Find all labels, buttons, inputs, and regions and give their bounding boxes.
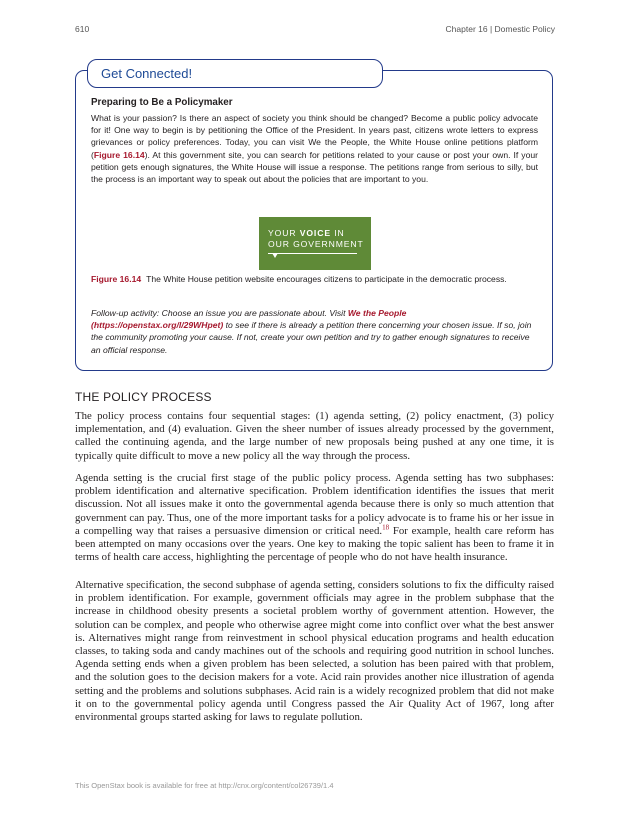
paragraph-1 (75, 410, 554, 463)
your-voice-banner-image (259, 217, 371, 270)
section-heading: THE POLICY PROCESS (75, 390, 212, 404)
page-number: 610 (75, 24, 90, 34)
banner-line-1 (268, 228, 345, 238)
follow-up-text-1: Follow-up activity: Choose an issue you are passionate about. Visit (91, 308, 348, 318)
paragraph-3 (75, 579, 554, 724)
follow-up-activity (91, 307, 541, 356)
banner-line-1-prefix: YOUR (268, 228, 300, 238)
figure-caption (91, 273, 538, 285)
we-the-people-link[interactable]: We the People (https://openstax.org/l/29WHpet) (91, 308, 407, 331)
paragraph-1-text: The policy process contains four sequential stages: (1) agenda setting, (2) policy enactment, (3) policy implementation, and (4) evaluation. Given the sheer number of issues already processed by the government, called the continuing agenda, and the large number of new proposals being pushed at any one time, it is typically quite difficult to move a new policy all the way through the process. (75, 410, 554, 462)
paragraph-2 (75, 472, 554, 564)
feature-body-text-1: What is your passion? Is there an aspect of society you think should be changed? Become a public policy advocate for it! One way to begin is by petitioning the Office of the President. In years past, citizens wrote letters to express grievances or policy preferences. Today, you can visit We the People, the White House online petitions platform ( (91, 113, 538, 160)
paragraph-2-text (75, 472, 554, 564)
paragraph-2-text-1: Agenda setting is the crucial first stage of the public policy process. Agenda setting has two subphases: problem identification and alternative specification. Problem identification identifies the issues that merit discussion. Not all issues make it onto the governmental agenda because there is only so much attention that government can pay. Thus, one of the more important tasks for a policy advocate is to frame his or her issue in a compelling way that raises a persuasive dimension or critical need. (75, 472, 554, 537)
get-connected-tab (87, 59, 383, 88)
feature-heading: Preparing to Be a Policymaker (91, 97, 233, 108)
figure-caption-text: The White House petition website encourages citizens to participate in the democratic process. (146, 274, 507, 284)
feature-tab-label: Get Connected! (101, 66, 193, 81)
banner-line-1-bold: VOICE (299, 228, 331, 238)
footnote-reference[interactable]: 18 (382, 523, 390, 532)
running-head: Chapter 16 | Domestic Policy (445, 24, 555, 34)
paragraph-3-text: Alternative specification, the second subphase of agenda setting, considers solutions to fix the difficulty raised in problem identification. For example, government officials may agree in the problem subphase that the increase in childhood obesity presents a societal problem worthy of government attention. However, the solution can be complex, and people who otherwise agree might come into conflict over what the best answer is. Alternatives might range from reinvestment in school physical education programs and health education classes, to taking soda and candy machines out of the schools and requiring good nutrition in school lunches. Agenda setting ends when a given problem has been selected, a solution has been paired with that problem, and the solution goes to the decision makers for a vote. Acid rain provides another nice illustration of agenda setting and the problems and solutions subphases. Acid rain is a widely recognized problem that did not make it on to the governmental policy agenda until Congress passed the Air Quality Act of 1967, long after environmental groups started asking for laws to regulate pollution. (75, 579, 554, 724)
banner-line-2: OUR GOVERNMENT (268, 239, 364, 249)
figure-reference-link[interactable]: Figure 16.14 (93, 149, 145, 160)
follow-up-text-2: to see if there is already a petition there concerning your chosen issue. If so, join the community promoting your cause. If not, create your own petition and try to gather enough signatures to receive an official response. (91, 320, 532, 355)
figure-label: Figure 16.14 (91, 274, 142, 284)
page-footer: This OpenStax book is available for free at http://cnx.org/content/col26739/1.4 (75, 781, 334, 790)
speech-bubble-tail-icon (272, 253, 278, 258)
feature-body (91, 112, 538, 185)
paragraph-2-text-2: For example, health care reform has been attempted on many occasions over the years. One key to making the topic salient has been to frame it in terms of health care access, highlighting the percentage of people who do not have health insurance. (75, 524, 554, 564)
banner-line-1-suffix: IN (330, 228, 345, 238)
banner-underline (268, 253, 357, 254)
feature-body-text-2: ). At this government site, you can search for petitions related to your cause or post your own. If your petition gets enough signatures, the White House will issue a response. The petitions range from serious to silly, but the process is an important way to speak out about the policies that are important to you. (91, 149, 538, 185)
